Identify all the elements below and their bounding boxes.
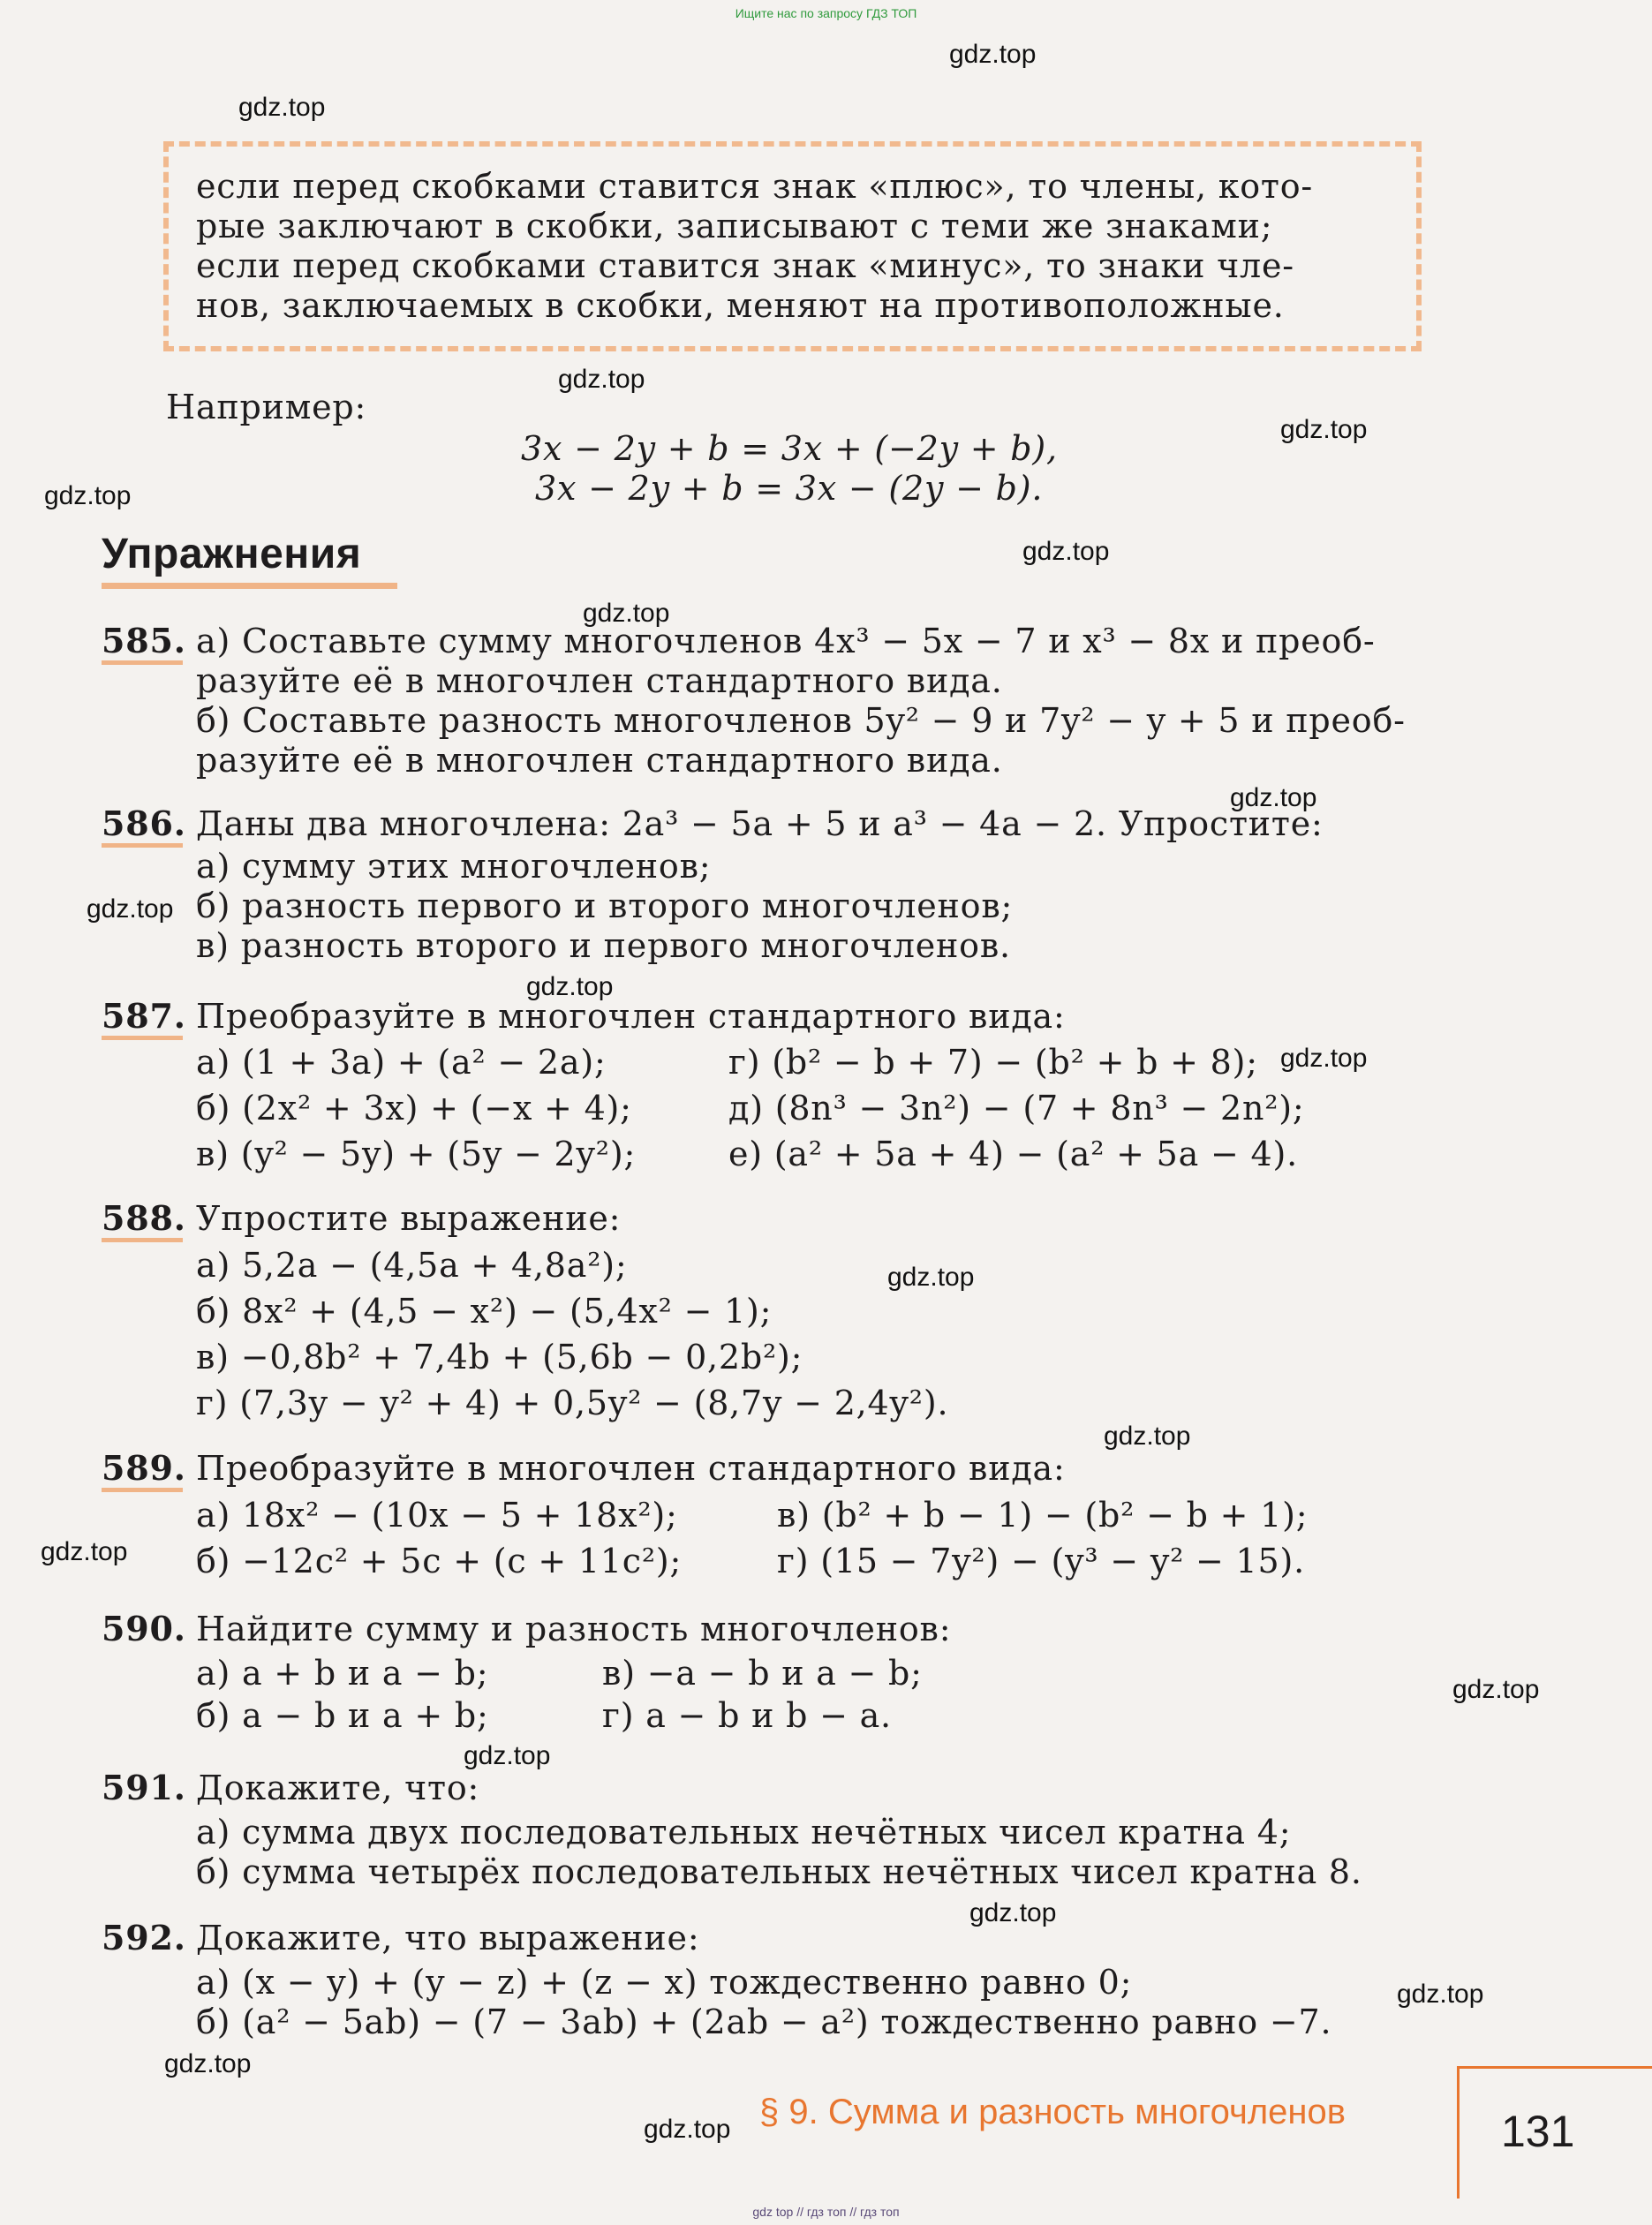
- watermark: gdz.top: [969, 1898, 1057, 1927]
- exercise-item: а) a + b и a − b;: [196, 1654, 489, 1693]
- example-formula: 3x − 2y + b = 3x − (2y − b).: [535, 469, 1044, 508]
- rule-line: рые заключают в скобки, записывают с теми же знаками;: [196, 207, 1273, 245]
- watermark: gdz.top: [1280, 415, 1368, 444]
- exercise-item: а) 18x² − (10x − 5 + 18x²);: [196, 1496, 678, 1535]
- exercise-item: г) (7,3y − y² + 4) + 0,5y² − (8,7y − 2,4y²).: [196, 1384, 949, 1422]
- exercise-item: г) (15 − 7y²) − (y³ − y² − 15).: [777, 1542, 1305, 1580]
- exercise-item: б) −12c² + 5c + (c + 11c²);: [196, 1542, 683, 1580]
- number-underline: [102, 843, 183, 848]
- exercise-item: д) (8n³ − 3n²) − (7 + 8n³ − 2n²);: [728, 1089, 1305, 1128]
- exercise-head: Упростите выражение:: [196, 1199, 622, 1238]
- top-promo-link[interactable]: Ищите нас по запросу ГДЗ ТОП: [735, 6, 917, 20]
- exercise-head: Преобразуйте в многочлен стандартного вида:: [196, 997, 1066, 1036]
- watermark: gdz.top: [644, 2115, 731, 2144]
- watermark: gdz.top: [1397, 1980, 1484, 2009]
- rule-line: нов, заключаемых в скобки, меняют на противоположные.: [196, 286, 1285, 325]
- exercise-number: 586.: [102, 803, 186, 843]
- exercise-head: Докажите, что:: [196, 1769, 480, 1807]
- exercise-head: Даны два многочлена: 2a³ − 5a + 5 и a³ − 4a − 2. Упростите:: [196, 804, 1324, 843]
- section-heading: Упражнения: [102, 531, 362, 577]
- exercise-item: г) a − b и b − a.: [602, 1696, 892, 1735]
- section-footer-title: § 9. Сумма и разность многочленов: [759, 2093, 1346, 2131]
- rule-line: если перед скобками ставится знак «плюс», то члены, кото-: [196, 167, 1314, 206]
- exercise-item: е) (a² + 5a + 4) − (a² + 5a − 4).: [728, 1135, 1298, 1173]
- page-number: 131: [1501, 2107, 1575, 2156]
- exercise-number: 585.: [102, 621, 186, 660]
- exercise-number: 587.: [102, 996, 186, 1036]
- exercise-item: в) (b² + b − 1) − (b² − b + 1);: [777, 1496, 1309, 1535]
- watermark: gdz.top: [464, 1741, 551, 1770]
- exercise-number: 591.: [102, 1768, 186, 1807]
- number-underline: [102, 1238, 183, 1242]
- exercise-item: б) сумма четырёх последовательных нечётных чисел кратна 8.: [196, 1852, 1362, 1891]
- example-label: Например:: [166, 388, 367, 426]
- exercise-item: в) −0,8b² + 7,4b + (5,6b − 0,2b²);: [196, 1338, 803, 1376]
- number-underline: [102, 1036, 183, 1040]
- heading-underline: [102, 583, 397, 589]
- exercise-line: в) разность второго и первого многочленов.: [196, 926, 1011, 965]
- exercise-item: а) (1 + 3a) + (a² − 2a);: [196, 1043, 607, 1082]
- watermark: gdz.top: [44, 481, 132, 510]
- rule-line: если перед скобками ставится знак «минус», то знаки чле-: [196, 246, 1294, 285]
- exercise-line: б) Составьте разность многочленов 5y² − 9 и 7y² − y + 5 и преоб-: [196, 701, 1406, 740]
- watermark: gdz.top: [949, 40, 1037, 69]
- exercise-number: 590.: [102, 1609, 186, 1648]
- watermark: gdz.top: [583, 599, 670, 628]
- watermark: gdz.top: [887, 1263, 975, 1292]
- watermark: gdz.top: [41, 1537, 128, 1566]
- number-underline: [102, 660, 183, 665]
- exercise-number: 592.: [102, 1918, 186, 1957]
- exercise-head: Докажите, что выражение:: [196, 1919, 700, 1957]
- watermark: gdz.top: [87, 894, 174, 924]
- number-underline: [102, 1488, 183, 1492]
- exercise-line: а) сумму этих многочленов;: [196, 847, 712, 886]
- exercise-number: 588.: [102, 1198, 186, 1238]
- exercise-head: Найдите сумму и разность многочленов:: [196, 1610, 952, 1648]
- exercise-line: разуйте её в многочлен стандартного вида.: [196, 661, 1003, 700]
- exercise-item: б) (a² − 5ab) − (7 − 3ab) + (2ab − a²) тождественно равно −7.: [196, 2002, 1332, 2041]
- example-formula: 3x − 2y + b = 3x + (−2y + b),: [521, 429, 1058, 468]
- exercise-head: Преобразуйте в многочлен стандартного вида:: [196, 1449, 1066, 1488]
- watermark: gdz.top: [238, 93, 326, 122]
- exercise-item: б) 8x² + (4,5 − x²) − (5,4x² − 1);: [196, 1292, 773, 1331]
- exercise-item: в) −a − b и a − b;: [602, 1654, 923, 1693]
- watermark: gdz.top: [1104, 1422, 1191, 1451]
- watermark: gdz.top: [1452, 1675, 1540, 1704]
- bottom-promo-link[interactable]: gdz top // гдз топ // гдз топ: [752, 2205, 900, 2219]
- exercise-item: в) (y² − 5y) + (5y − 2y²);: [196, 1135, 637, 1173]
- exercise-item: а) (x − y) + (y − z) + (z − x) тождественно равно 0;: [196, 1963, 1133, 2002]
- exercise-item: а) 5,2a − (4,5a + 4,8a²);: [196, 1246, 628, 1285]
- watermark: gdz.top: [1280, 1044, 1368, 1073]
- exercise-item: г) (b² − b + 7) − (b² + b + 8);: [728, 1043, 1258, 1082]
- exercise-number: 589.: [102, 1448, 186, 1488]
- exercise-item: б) (2x² + 3x) + (−x + 4);: [196, 1089, 632, 1128]
- watermark: gdz.top: [164, 2049, 252, 2078]
- exercise-line: а) Составьте сумму многочленов 4x³ − 5x − 7 и x³ − 8x и преоб-: [196, 622, 1376, 660]
- watermark: gdz.top: [1022, 537, 1110, 566]
- watermark: gdz.top: [526, 972, 614, 1001]
- exercise-line: разуйте её в многочлен стандартного вида.: [196, 741, 1003, 780]
- watermark: gdz.top: [558, 365, 645, 394]
- exercise-line: б) разность первого и второго многочленов;: [196, 886, 1014, 925]
- watermark: gdz.top: [1230, 783, 1317, 812]
- exercise-item: а) сумма двух последовательных нечётных чисел кратна 4;: [196, 1813, 1292, 1852]
- exercise-item: б) a − b и a + b;: [196, 1696, 489, 1735]
